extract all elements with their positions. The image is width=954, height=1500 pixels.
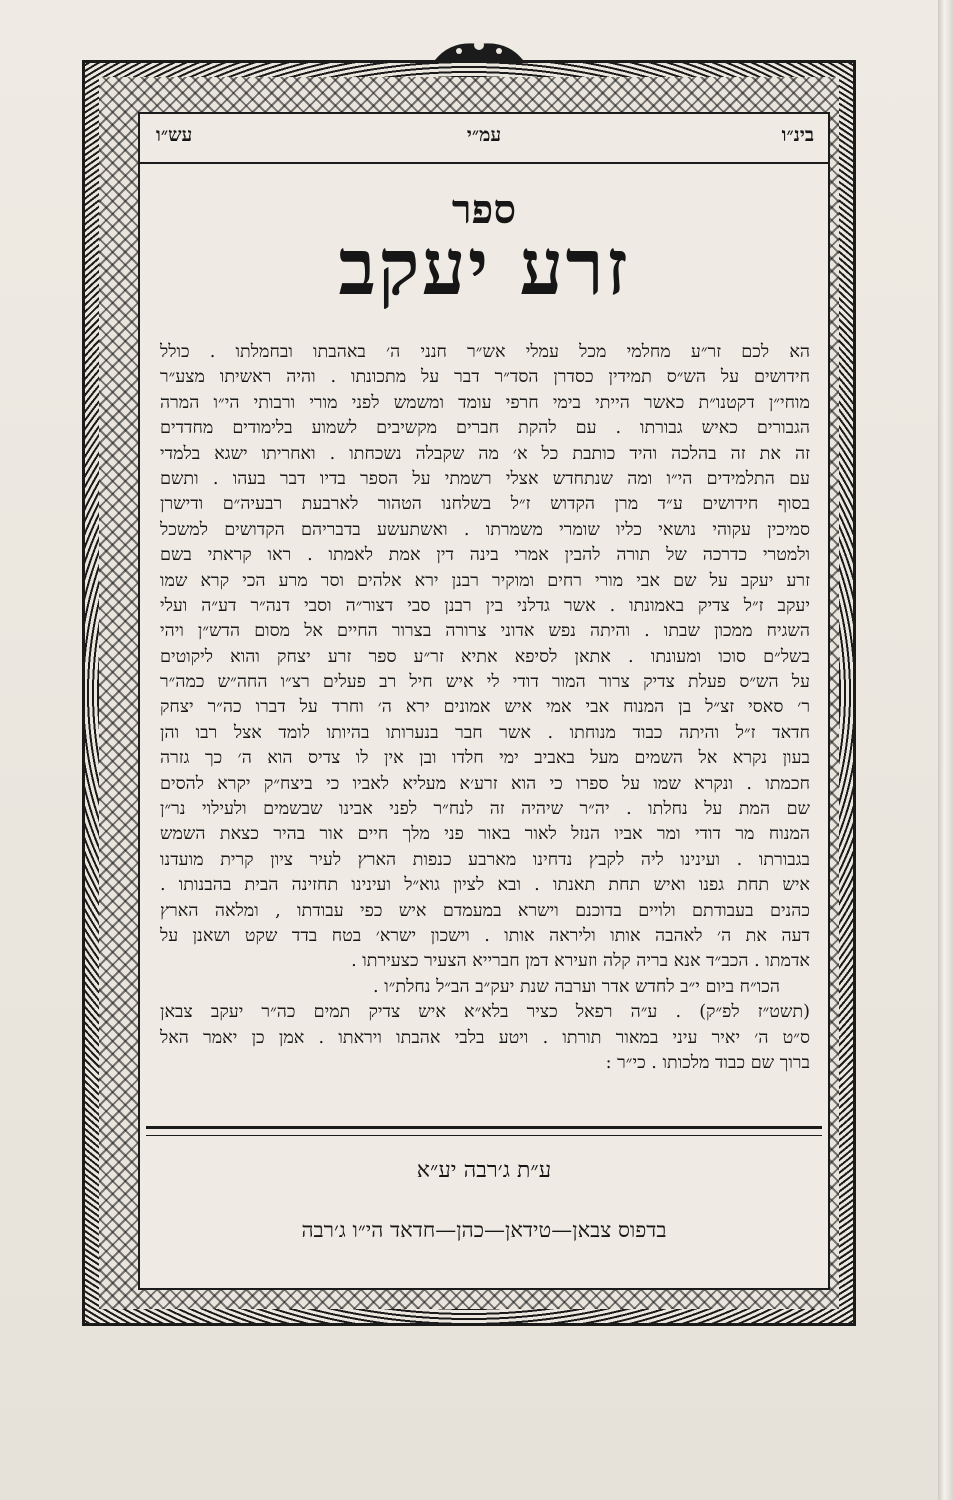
- body-line: הא לכם זר״ע מחלמי מכל עמלי אש״ר חנני ה׳ באהבתו ובחמלתו . כולל: [160, 342, 810, 362]
- body-line: ר׳ סאסי זצ״ל בן המנוח אבי אמי איש אמונים ירא ה׳ וחרד על דברו כה״ר יצחק: [160, 697, 810, 718]
- body-line: אדמתו . הכב״ד אנא בריה קלה וזעירא דמן חברייא הצעיר כצעירתו .: [351, 951, 810, 972]
- year-label-center: עמ״י: [466, 124, 502, 146]
- divider-rule: [146, 1126, 822, 1136]
- body-line: חדאד ז״ל והיתה כבוד מנוחתו . אשר חבר בנערותו בהיותו לומד אצל רבו והן: [160, 722, 810, 743]
- signature-line: (תשט״ז לפ״ק) . ע״ה רפאל כציר בלא״א איש צדיק תמים כה״ר יעקב צבאן: [160, 1002, 810, 1023]
- body-line: בשל״ם סוכו ומעונתו . אתאן לסיפא אתיא זר״ע ספר זרע יצחק והוא ליקוטים: [160, 646, 810, 667]
- year-label-right: בינ״ו: [781, 124, 814, 146]
- body-line: בגבורתו . ועינינו ליה לקבץ נדחינו מארבע כנפות הארץ לעיר ציון קרית מועדנו: [160, 849, 810, 870]
- introduction-text: [160, 340, 810, 1076]
- body-line: חידושים על הש״ס תמידין כסדרן הסד״ר דבר על מתכונתו . והיה ראשיתו מצע״ר: [160, 367, 810, 388]
- body-line: מוחי״ן דקטנו״ת כאשר הייתי בימי חרפי עומד ומשמש לפני מורי ורבותי הי״ו המרה: [160, 392, 810, 413]
- year-header: [140, 114, 828, 164]
- body-line: סמיכין עקוהי נושאי כליו שומרי משמרתו . ואשתעשע בדבריהם הקדושים למשכל: [160, 519, 810, 540]
- body-line: השגיח ממכון שבתו . והיתה נפש אדוני צרורה בצרור החיים אל מסום הדש״ן ויהי: [160, 621, 810, 642]
- body-line: עם התלמידים הי״ו ומה שנתחדש אצלי רשמתי על הספר בדיו דבר בעהו . ותשם: [160, 468, 810, 489]
- title-page-panel: [138, 112, 830, 1290]
- body-line: בעון נקרא אל השמים מעל באביב ימי חלדו ובן אין לו צדיס הוא ה׳ כך גזרה: [160, 748, 810, 769]
- place-of-printing: ע״ת ג׳רבה יע״א: [416, 1158, 552, 1183]
- printer-imprint: בדפוס צבאן—טידאן—כהן—חדאד הי״ו ג׳רבה: [301, 1218, 667, 1242]
- body-line: בסוף חידושים ע״ד מרן הקדוש ז״ל בשלחנו הטהור לארבעת רבעיה״ם ודישרן: [160, 494, 810, 515]
- body-line: חכמתו . ונקרא שמו על ספרו כי הוא זרע׳א מעליא לאביו כי ביצח״ק יקרא להסים: [160, 773, 810, 794]
- body-line: זה את זה בהלכה והיד כותבת כל א׳ מה שקבלה נשכחתו . ואחריתו ישגא בלמדי: [160, 443, 810, 464]
- signature-line: הכו״ח ביום י״ב לחדש אדר וערבה שנת יעק״ב הב״ל נחלת״ו .: [373, 976, 780, 997]
- body-line: זרע יעקב על שם אבי מורי רחים ומוקיר רבנן ירא אלהים וסר מרע הכי קרא שמו: [160, 570, 810, 591]
- year-label-left: עש״ו: [156, 124, 193, 146]
- body-line: המנוח מר דודי ומר אביו הנזל לאור באור פני מלך חיים אור בהיר כצאת השמש: [160, 824, 810, 845]
- body-line: שם המת על נחלתו . יה״ר שיהיה זה לנח״ר לפני אבינו שבשמים ולעילוי נר״ן: [160, 799, 810, 820]
- body-line: דעה את ה׳ לאהבה אותו וליראה אותו . וישכון ישרא׳ בטח בדד שקט ושאנן על: [160, 925, 810, 946]
- book-spine-edge: [938, 0, 954, 1500]
- body-line: ולמטרי כדרכה של תורה להבין אמרי בינה דין אמת לאמתו . ראו קראתי בשם: [160, 545, 810, 566]
- signature-line: ברוך שם כבוד מלכותו . כי״ר :: [605, 1052, 810, 1073]
- body-line: איש תחת גפנו ואיש תחת תאנתו . ובא לציון גוא״ל ועינינו תחזינה הבית בהבנותו .: [160, 875, 810, 896]
- body-line: יעקב ז״ל צדיק באמונתו . אשר גדלני בין רבנן סבי דצור״ה וסבי דנה״ר דע״ה ועלי: [160, 595, 810, 616]
- signature-line: ס״ט ה׳ יאיר עיני במאור תורתו . ויטע בלבי אהבתו ויראתו . אמן כן יאמר האל: [160, 1027, 810, 1048]
- body-line: כהנים בעבודתם ולויים בדוכנם וישרא במעמדם איש כפי עבודתו , ומלאה הארץ: [160, 900, 810, 921]
- body-line: על הש״ס פעלת צדיק צרור המור דודי לי איש חיל רב פעלים רצ״ו החה״ש כמה״ר: [160, 672, 810, 693]
- body-line: הגבורים כאיש גבורתו . עם להקת חברים מקשיבים לשמוע בלימודים מחדדים: [160, 418, 810, 439]
- book-type-label: ספר: [451, 186, 517, 233]
- book-title: זרע יעקב: [338, 222, 630, 313]
